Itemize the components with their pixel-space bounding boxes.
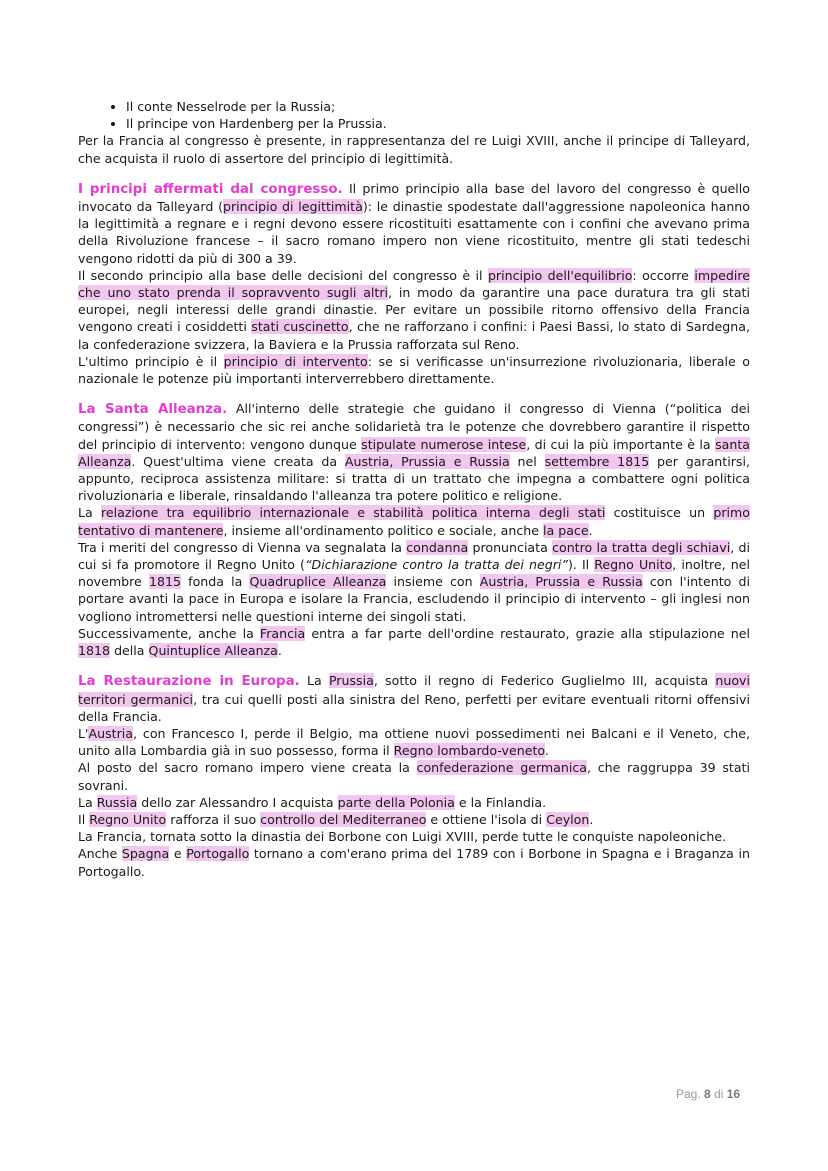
paragraph xyxy=(78,725,750,759)
section-principles xyxy=(78,180,750,387)
text-run: , con Francesco I, perde il Belgio, ma ottiene nuovi possedimenti nei Balcani e il Veneto, che, unito alla Lombardia già in suo possesso, forma il xyxy=(78,725,750,759)
text-run: , che raggruppa 39 stati sovrani. xyxy=(78,760,750,793)
text-run: : occorre xyxy=(632,267,695,283)
text-run: fonda la xyxy=(181,574,250,590)
highlighted-text: santa Alleanza xyxy=(78,436,750,469)
section-heading: La Restaurazione in Europa. xyxy=(78,674,300,690)
paragraph xyxy=(78,267,750,353)
highlighted-text: la pace xyxy=(542,522,589,538)
highlighted-text: controllo del Mediterraneo xyxy=(260,811,427,827)
text-run: e ottiene l'isola di xyxy=(426,811,547,827)
text-run: , di cui si fa promotore il Regno Unito ( xyxy=(78,539,750,573)
section-heading: I principi affermati dal congresso. xyxy=(78,181,343,197)
highlighted-text: Austria, Prussia e Russia xyxy=(479,574,643,590)
text-run: nel xyxy=(509,453,545,469)
paragraph xyxy=(78,625,750,659)
text-run: ). Il xyxy=(567,557,595,573)
page-number: Pag. 8 di 16 xyxy=(676,1087,741,1101)
highlighted-text: primo tentativo di mantenere xyxy=(78,505,750,538)
paragraph xyxy=(78,504,750,538)
text-run: L' xyxy=(78,725,89,741)
text-run: tornano a com'erano prima del 1789 con i Borbone in Spagna e i Braganza in Portogallo. xyxy=(78,846,750,879)
document-body xyxy=(78,98,750,880)
paragraph xyxy=(78,845,750,879)
highlighted-text: principio dell'equilibrio xyxy=(487,267,633,283)
text-run: Tra i meriti del congresso di Vienna va segnalata la xyxy=(78,539,407,555)
text-run: con l'intento di portare avanti la pace in Europa e isolare la Francia, escludendo il principio di intervento – gli inglesi non vogliono intromettersi nelle questioni interne dei singoli stati. xyxy=(78,574,750,624)
text-run: Il xyxy=(78,811,90,827)
text-run: Anche xyxy=(78,846,122,862)
highlighted-text: Regno Unito xyxy=(594,557,673,573)
paragraph xyxy=(78,353,750,387)
text-run: L'ultimo principio è il xyxy=(78,353,224,369)
highlighted-text: relazione tra equilibrio internazionale e stabilità politica interna degli stati xyxy=(100,505,606,521)
delegates-list xyxy=(126,98,750,132)
text-run: , in modo da garantire una pace duratura tra gli stati europei, negli interessi delle grandi dinastie. Per evitare un possibile ritorno offensivo della Francia vengono creati i cosiddetti xyxy=(78,285,750,335)
text-run: Al posto del sacro romano impero viene creata la xyxy=(78,760,417,776)
text-run: , tra cui quelli posti alla sinistra del Reno, perfetti per evitare eventuali ritorni offensivi della Francia. xyxy=(78,691,750,724)
section-restoration xyxy=(78,672,750,879)
text-run: . xyxy=(589,811,594,827)
text-run: rafforza il suo xyxy=(166,811,261,827)
highlighted-text: confederazione germanica xyxy=(416,760,588,776)
paragraph xyxy=(78,180,750,267)
text-run: . xyxy=(588,522,593,538)
text-run: . Quest'ultima viene creata da xyxy=(131,453,345,469)
paragraph xyxy=(78,759,750,793)
section-holy-alliance xyxy=(78,400,750,659)
text-run: entra a far parte dell'ordine restaurato, grazie alla stipulazione nel xyxy=(305,625,750,641)
highlighted-text: Quadruplice Alleanza xyxy=(249,574,387,590)
highlighted-text: principio di intervento xyxy=(223,353,368,369)
text-run: : se si verificasse un'insurrezione rivoluzionaria, liberale o nazionale le potenze più importanti interverrebbero direttamente. xyxy=(78,353,750,387)
text-run: ): le dinastie spodestate dall'aggressione napoleonica hanno la legittimità a regnare e i regni devono essere ricostituiti esattamente con i confini che avevano prima della Rivoluzione francese – il sacro romano impero non viene ricostituito, mentre gli stati tedeschi vengono ridotti da più di 300 a 39. xyxy=(78,199,750,266)
highlighted-text: contro la tratta degli schiavi xyxy=(552,539,731,555)
text-run: . xyxy=(277,643,282,659)
highlighted-text: parte della Polonia xyxy=(337,794,455,810)
highlighted-text: Portogallo xyxy=(186,846,250,862)
list-item: • Il principe von Hardenberg per la Prussia. xyxy=(126,115,750,132)
text-run: , di cui la più importante è la xyxy=(526,436,716,452)
paragraph xyxy=(78,539,750,625)
paragraph xyxy=(78,828,750,845)
text-run: e la Finlandia. xyxy=(454,794,547,810)
highlighted-text: Spagna xyxy=(121,846,170,862)
highlighted-text: stipulate numerose intese xyxy=(361,436,527,452)
highlighted-text: Regno lombardo-veneto xyxy=(393,743,545,759)
highlighted-text: Ceylon xyxy=(546,811,590,827)
text-run: per garantirsi, appunto, reciproca assistenza militare: si tratta di un trattato che impegna a combattere ogni politica rivoluzionaria e liberale, rinsaldando l'alleanza tra potere politico e religione. xyxy=(78,453,750,504)
highlighted-text: Prussia xyxy=(328,673,374,689)
text-run: , che ne rafforzano i confini: i Paesi Bassi, lo stato di Sardegna, la confederazione svizzera, la Baviera e la Prussia rafforzata sul Reno. xyxy=(78,319,750,352)
paragraph xyxy=(78,400,750,504)
text-run: Il secondo principio alla base delle decisioni del congresso è il xyxy=(78,267,488,283)
text-run: La xyxy=(78,794,97,810)
highlighted-text: Regno Unito xyxy=(89,811,167,827)
paragraph xyxy=(78,811,750,828)
text-run: . xyxy=(544,743,549,759)
highlighted-text: principio di legittimità xyxy=(223,199,363,215)
highlighted-text: Austria, Prussia e Russia xyxy=(344,453,510,469)
text-run: , inoltre, nel novembre xyxy=(78,557,750,590)
highlighted-text: Austria xyxy=(88,725,133,741)
text-run: , insieme all'ordinamento politico e sociale, anche xyxy=(223,522,543,538)
highlighted-text: 1818 xyxy=(78,643,111,659)
text-run: insieme con xyxy=(386,574,480,590)
italic-text: “Dichiarazione contro la tratta dei negri” xyxy=(304,557,568,573)
highlighted-text: settembre 1815 xyxy=(544,453,650,469)
highlighted-text: impedire che uno stato prenda il sopravvento sugli altri xyxy=(78,267,750,301)
list-item: • Il conte Nesselrode per la Russia; xyxy=(126,98,750,115)
text-run: e xyxy=(169,846,187,862)
highlighted-text: stati cuscinetto xyxy=(251,319,349,335)
text-run: della xyxy=(110,643,149,659)
text-run: Successivamente, anche la xyxy=(78,625,260,641)
text-run: Il primo principio alla base del lavoro del congresso è quello invocato da Talleyard ( xyxy=(78,180,751,215)
highlighted-text: Russia xyxy=(96,794,138,810)
text-run: costituisce un xyxy=(605,505,714,521)
highlighted-text: Francia xyxy=(259,625,306,641)
text-run: All'interno delle strategie che guidano il congresso di Vienna (“politica dei congressi”) è necessario che sic rei anche solidarietà tra le potenze che dovrebbero garantire il rispetto del principio di intervento: vengono dunque xyxy=(78,401,750,452)
text-run: La xyxy=(299,673,329,689)
highlighted-text: nuovi territori germanici xyxy=(78,673,750,707)
france-paragraph: Per la Francia al congresso è presente, in rappresentanza del re Luigi XVIII, anche il principe di Talleyard, che acquista il ruolo di assertore del principio di legittimità. xyxy=(78,133,750,166)
section-heading: La Santa Alleanza. xyxy=(78,402,228,418)
text-run: dello zar Alessandro I acquista xyxy=(137,794,338,810)
text-run: La Francia, tornata sotto la dinastia dei Borbone con Luigi XVIII, perde tutte le conquiste napoleoniche. xyxy=(78,829,727,845)
highlighted-text: condanna xyxy=(406,539,469,555)
text-run: pronunciata xyxy=(468,539,553,555)
highlighted-text: 1815 xyxy=(148,574,181,590)
paragraph xyxy=(78,794,750,811)
text-run: La xyxy=(78,505,101,521)
paragraph xyxy=(78,672,750,725)
highlighted-text: Quintuplice Alleanza xyxy=(148,643,278,659)
text-run: , sotto il regno di Federico Guglielmo III, acquista xyxy=(373,673,716,689)
